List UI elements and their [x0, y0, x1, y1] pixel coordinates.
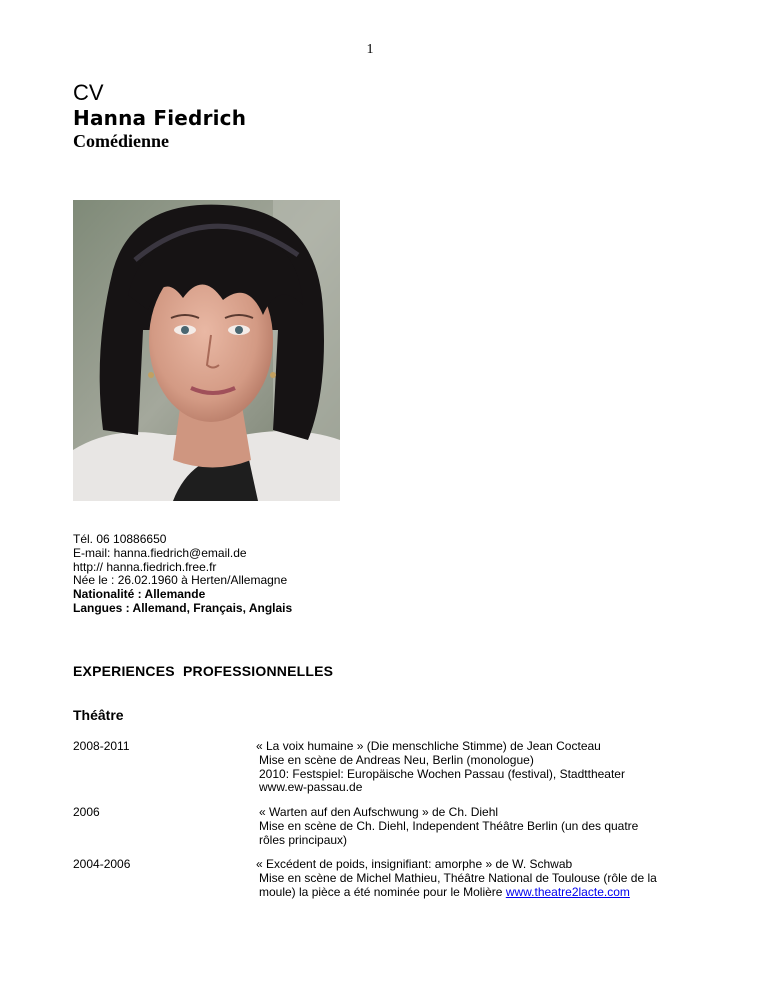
entry-line: « La voix humaine » (Die menschliche Stimme) de Jean Cocteau	[256, 739, 601, 753]
entry-line: Mise en scène de Ch. Diehl, Independent Théâtre Berlin (un des quatre	[259, 818, 639, 833]
theatre-website-link[interactable]: www.theatre2lacte.com	[505, 884, 630, 899]
email-text[interactable]: E-mail: hanna.fiedrich@email.de	[73, 545, 247, 560]
entry-line: moule) la pièce a été nominée pour le Molière	[259, 884, 506, 899]
entry-description	[256, 858, 716, 899]
entry-line: www.ew-passau.de	[259, 780, 363, 795]
page-number: 1	[366, 42, 374, 57]
website-text[interactable]: http:// hanna.fiedrich.free.fr	[73, 559, 217, 574]
subsection-heading: Théâtre	[73, 707, 124, 723]
cv-label: CV	[73, 80, 104, 105]
entry-line: « Excédent de poids, insignifiant: amorphe » de W. Schwab	[256, 857, 573, 871]
phone-text: Tél. 06 10886650	[73, 532, 167, 546]
languages-text: Langues : Allemand, Français, Anglais	[73, 600, 293, 615]
entry-line: « Warten auf den Aufschwung » de Ch. Diehl	[259, 805, 499, 819]
birth-text: Née le : 26.02.1960 à Herten/Allemagne	[73, 573, 288, 588]
entry-line: Mise en scène de Andreas Neu, Berlin (monologue)	[259, 752, 534, 767]
entry-line: 2010: Festspiel: Europäische Wochen Passau (festival), Stadttheater	[259, 766, 625, 781]
contact-block	[73, 533, 292, 616]
person-name: Hanna Fiedrich	[73, 106, 247, 130]
section-heading: EXPERIENCES PROFESSIONNELLES	[73, 663, 334, 679]
portrait-icon	[73, 200, 340, 501]
entry-line-with-link	[256, 886, 716, 900]
entry-years: 2008-2011	[73, 739, 130, 753]
profession-title: Comédienne	[73, 131, 169, 151]
entry-description	[256, 740, 716, 795]
entry-line: rôles principaux)	[259, 832, 348, 847]
nationality-text: Nationalité : Allemande	[73, 587, 206, 602]
entry-line: Mise en scène de Michel Mathieu, Théâtre National de Toulouse (rôle de la	[259, 870, 657, 885]
entry-description	[256, 806, 716, 847]
portrait-photo	[73, 200, 340, 501]
entry-years: 2004-2006	[73, 857, 131, 871]
entry-years: 2006	[73, 805, 100, 819]
